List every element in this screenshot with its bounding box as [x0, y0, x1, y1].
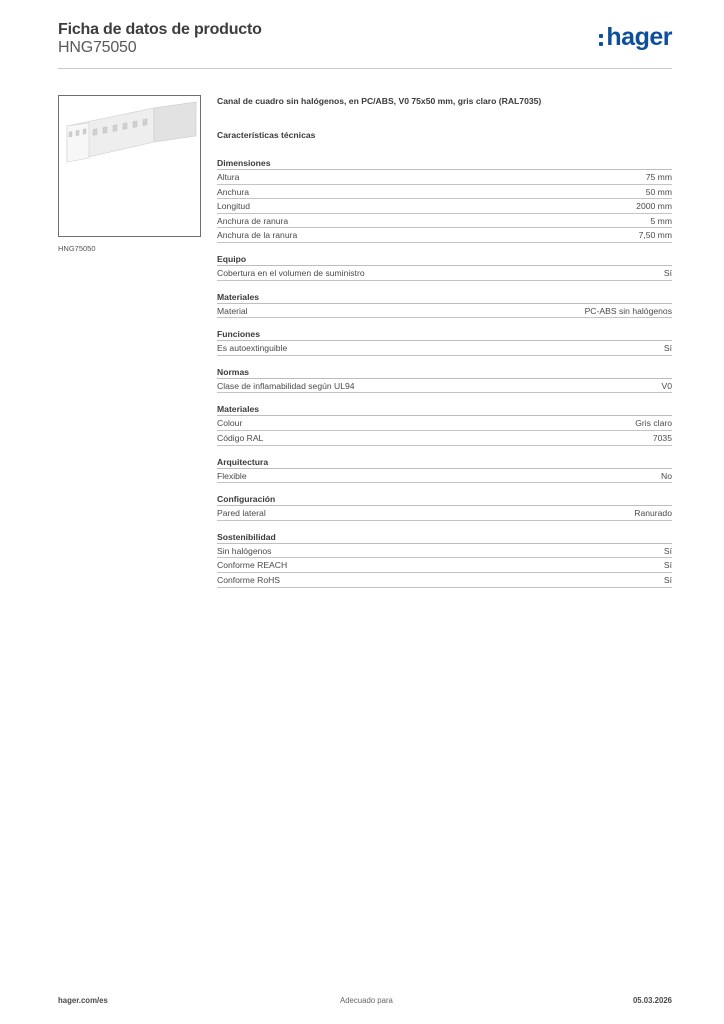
spec-row: [217, 379, 672, 394]
spec-value: Ranurado: [634, 508, 672, 519]
spec-value: Sí: [663, 545, 672, 556]
spec-row: [217, 199, 672, 214]
spec-row: [217, 214, 672, 229]
spec-value: 7,50 mm: [638, 230, 672, 241]
spec-label: Anchura: [217, 186, 250, 197]
spec-value: 2000 mm: [636, 201, 672, 212]
spec-value: Sí: [663, 343, 672, 354]
spec-section: [217, 327, 672, 356]
product-code: HNG75050: [58, 39, 137, 56]
spec-row: [217, 431, 672, 446]
spec-value: 50 mm: [645, 186, 672, 197]
footer-website-link[interactable]: hager.com/es: [58, 996, 108, 1005]
spec-row: [217, 544, 672, 559]
spec-value: 75 mm: [645, 172, 672, 182]
spec-row: [217, 573, 672, 588]
spec-label: Colour: [217, 418, 243, 429]
spec-label: Es autoextinguible: [217, 343, 288, 354]
page-header: [58, 21, 672, 69]
image-caption: HNG75050: [58, 244, 96, 253]
section-title: Dimensiones: [217, 156, 672, 170]
section-title: Arquitectura: [217, 455, 672, 469]
spec-label: Código RAL: [217, 432, 264, 443]
footer-suitable-for: Adecuado para: [340, 996, 393, 1005]
spec-section: [217, 156, 672, 243]
logo-text: hager: [606, 23, 672, 51]
spec-value: Sí: [663, 267, 672, 278]
spec-row: [217, 416, 672, 431]
spec-section: [217, 252, 672, 281]
spec-value: PC-ABS sin halógenos: [584, 305, 672, 316]
spec-row: [217, 304, 672, 319]
spec-section: [217, 402, 672, 445]
spec-value: Sí: [663, 560, 672, 571]
spec-section: [217, 492, 672, 521]
spec-label: Conforme REACH: [217, 560, 288, 571]
spec-value: 5 mm: [650, 215, 672, 226]
spec-section: [217, 455, 672, 484]
hager-logo: [599, 25, 672, 50]
spec-value: Gris claro: [635, 418, 672, 429]
product-description: Canal de cuadro sin halógenos, en PC/ABS, V0 75x50 mm, gris claro (RAL7035): [217, 96, 542, 106]
spec-row: [217, 341, 672, 356]
spec-label: Longitud: [217, 201, 250, 212]
spec-label: Sin halógenos: [217, 545, 272, 556]
section-title: Configuración: [217, 492, 672, 506]
logo-dots-icon: [599, 34, 603, 46]
product-details: [217, 96, 672, 597]
spec-label: Anchura de la ranura: [217, 230, 298, 241]
spec-value: 7035: [652, 432, 672, 443]
spec-row: [217, 558, 672, 573]
spec-value: V0: [661, 380, 672, 391]
spec-label: Clase de inflamabilidad según UL94: [217, 380, 355, 391]
section-title: Materiales: [217, 402, 672, 416]
cable-duct-image: [58, 95, 201, 237]
section-title: Funciones: [217, 327, 672, 341]
spec-label: Pared lateral: [217, 508, 266, 519]
spec-section: [217, 530, 672, 588]
spec-label: Altura: [217, 172, 240, 182]
spec-row: [217, 185, 672, 200]
spec-row: [217, 170, 672, 185]
section-title: Normas: [217, 365, 672, 379]
spec-label: Anchura de ranura: [217, 215, 289, 226]
specification-sections: [217, 156, 672, 588]
spec-value: Sí: [663, 574, 672, 585]
spec-label: Cobertura en el volumen de suministro: [217, 267, 365, 278]
spec-label: Conforme RoHS: [217, 574, 281, 585]
spec-row: [217, 228, 672, 243]
spec-section: [217, 290, 672, 319]
spec-row: [217, 506, 672, 521]
footer-date: 05.03.2026: [632, 996, 672, 1005]
spec-label: Material: [217, 305, 248, 316]
spec-row: [217, 266, 672, 281]
spec-row: [217, 469, 672, 484]
section-title: Sostenibilidad: [217, 530, 672, 544]
spec-value: No: [661, 470, 672, 481]
section-title: Equipo: [217, 252, 672, 266]
section-title: Materiales: [217, 290, 672, 304]
technical-characteristics-title: Características técnicas: [217, 130, 316, 140]
spec-label: Flexible: [217, 470, 247, 481]
spec-section: [217, 365, 672, 394]
document-title: Ficha de datos de producto: [58, 21, 262, 38]
